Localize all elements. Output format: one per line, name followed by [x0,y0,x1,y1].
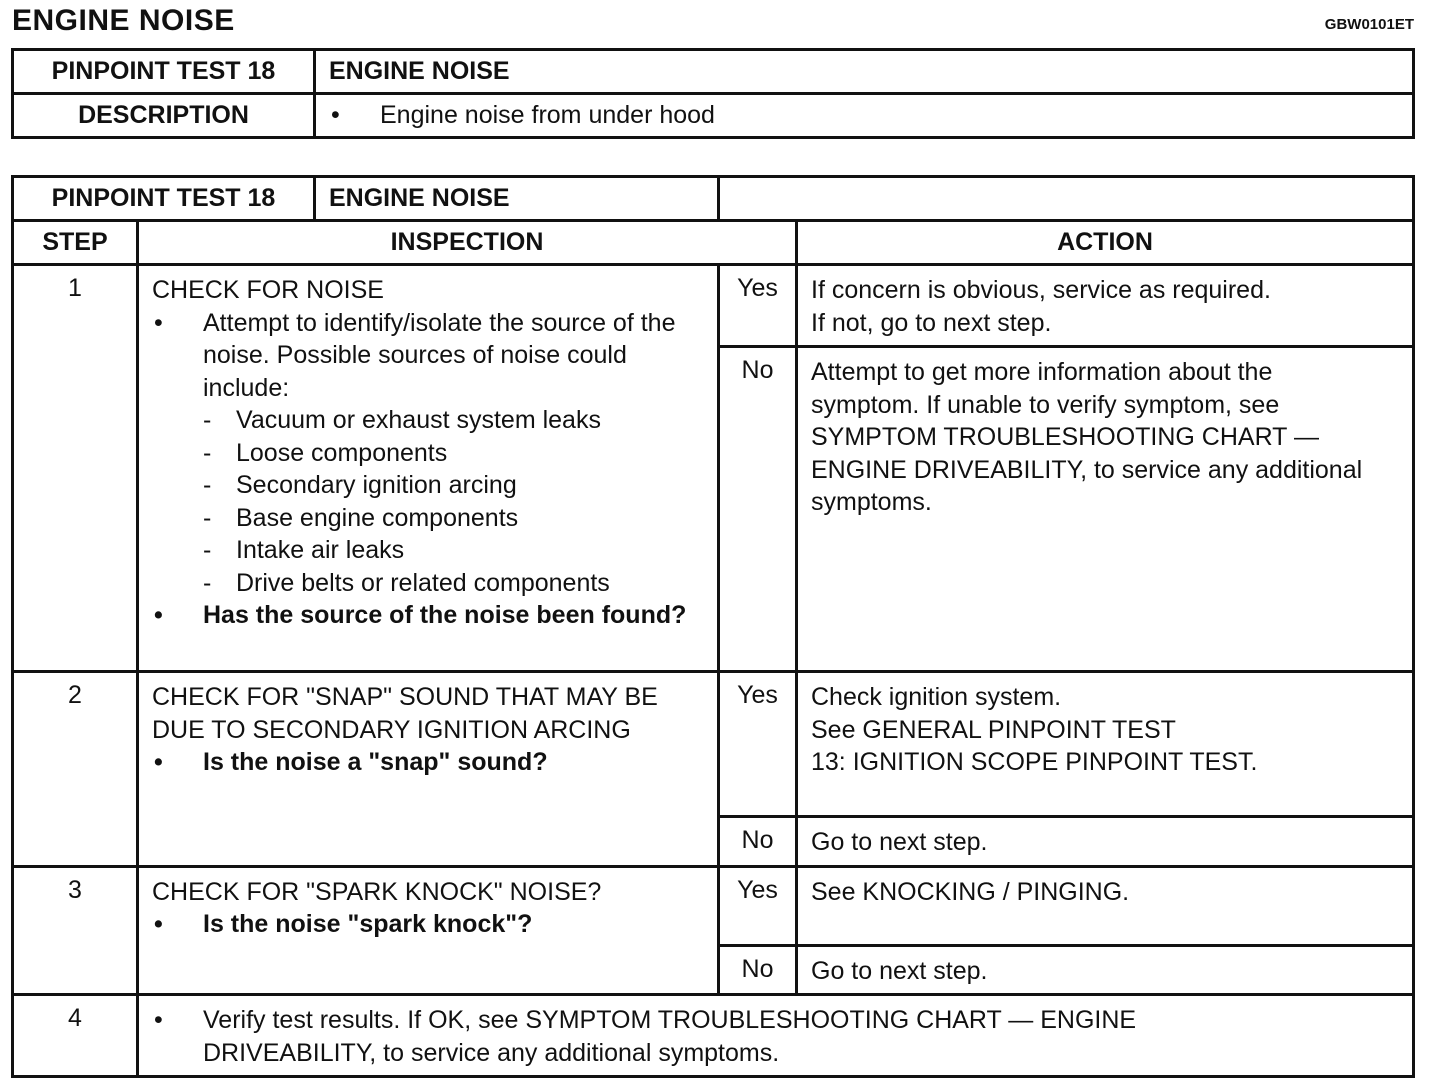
description-value [315,94,1414,138]
sub-item [201,404,709,437]
sub-item-text: Base engine components [236,503,519,532]
step-number: 2 [13,672,138,867]
question-bullet [152,746,709,779]
header-inspection: INSPECTION [138,221,797,265]
step-title: CHECK FOR "SNAP" SOUND THAT MAY BE DUE TO SECONDARY IGNITION ARCING [152,683,658,744]
test-title-filler [719,177,1414,221]
step-number: 1 [13,265,138,672]
test-title-row [13,50,1414,94]
step-verification [138,995,1414,1077]
bullet: • [154,308,163,337]
action-line: See GENERAL PINPOINT TEST [811,715,1176,744]
dash: - [203,568,212,597]
action-line: If not, go to next step. [811,308,1052,337]
sub-item-text: Vacuum or exhaust system leaks [236,406,601,434]
header-step: STEP [13,221,138,265]
dash: - [203,438,212,467]
document-code: GBW0101ET [1324,16,1414,33]
question-text: Is the noise "spark knock"? [203,910,533,938]
step-4-row [13,995,1414,1077]
bullet: • [154,910,163,938]
action-line: If concern is obvious, service as required. [811,276,1271,304]
bullet: • [154,748,163,776]
description-text: Engine noise from under hood [380,101,715,129]
action-line: Check ignition system. [811,683,1062,711]
no-action: Go to next step. [797,817,1414,867]
inspection-bullet [152,307,709,405]
step-title: CHECK FOR "SPARK KNOCK" NOISE? [152,877,602,906]
verification-text: Verify test results. If OK, see SYMPTOM TROUBLESHOOTING CHART — ENGINE DRIVEABILITY, to service any additional symptoms. [203,1006,1137,1067]
sub-item [201,567,709,600]
sub-item [201,502,709,535]
column-header-row [13,221,1414,265]
no-action: Attempt to get more information about the symptom. If unable to verify symptom, see SYMPTOM TROUBLESHOOTING CHART — ENGINE DRIVEABILITY, to service any additional symptoms. [797,347,1414,672]
sub-item-text: Secondary ignition arcing [236,471,517,499]
test-name: ENGINE NOISE [315,50,1414,94]
sub-item-text: Intake air leaks [236,536,405,564]
step-number: 3 [13,866,138,995]
pinpoint-test-table [11,175,1415,1078]
yes-label: Yes [719,672,797,817]
yes-action: See KNOCKING / PINGING. [797,866,1414,945]
yes-action [797,265,1414,347]
test-label: PINPOINT TEST 18 [13,50,315,94]
sub-item-text: Drive belts or related components [236,568,610,597]
sub-item [201,469,709,502]
yes-label: Yes [719,265,797,347]
bullet: • [154,601,163,629]
sub-item [201,437,709,470]
step-inspection [138,265,719,672]
description-label: DESCRIPTION [13,94,315,138]
step-1-yes-row [13,265,1414,347]
test-title-row [13,177,1414,221]
sub-item-text: Loose components [236,438,448,467]
no-action: Go to next step. [797,945,1414,995]
description-table [11,48,1415,139]
step-2-yes-row [13,672,1414,817]
dash: - [203,471,212,499]
step-3-yes-row [13,866,1414,945]
test-title-cell [13,177,719,221]
question-text: Has the source of the noise been found? [203,601,687,629]
no-label: No [719,817,797,867]
bullet: • [331,101,340,129]
step-title: CHECK FOR NOISE [152,276,384,304]
question-bullet [152,599,709,632]
step-inspection [138,866,719,995]
bullet: • [154,1006,163,1034]
verification-bullet [152,1004,1252,1069]
no-label: No [719,945,797,995]
sub-item [201,534,709,567]
no-label: No [719,347,797,672]
yes-label: Yes [719,866,797,945]
question-text: Is the noise a "snap" sound? [203,748,548,776]
dash: - [203,503,212,532]
dash: - [203,536,212,564]
question-bullet [152,908,709,941]
page-title: ENGINE NOISE [12,4,235,37]
bullet-text: Attempt to identify/isolate the source of the noise. Possible sources of noise could include: [203,308,676,402]
yes-action [797,672,1414,817]
test-name: ENGINE NOISE [329,184,510,212]
step-number: 4 [13,995,138,1077]
step-inspection [138,672,719,867]
action-line: 13: IGNITION SCOPE PINPOINT TEST. [811,748,1258,776]
test-label: PINPOINT TEST 18 [14,178,316,219]
description-row [13,94,1414,138]
dash: - [203,406,212,434]
header-action: ACTION [797,221,1414,265]
